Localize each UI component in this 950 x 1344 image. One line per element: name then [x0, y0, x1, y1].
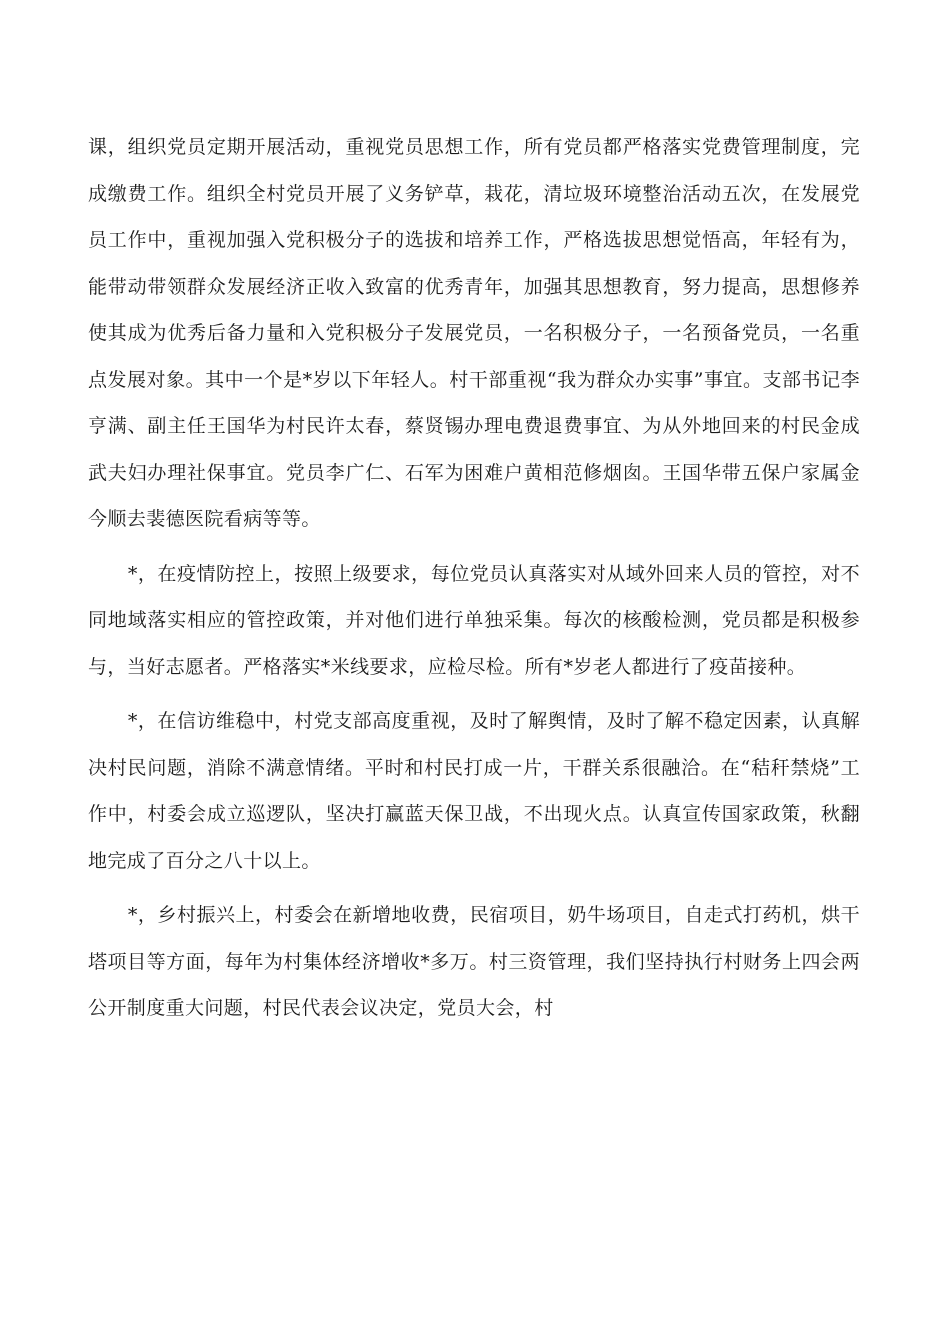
- paragraph-petition-stability: *，在信访维稳中，村党支部高度重视，及时了解舆情，及时了解不稳定因素，认真解决村民问题，消除不满意情绪。平时和村民打成一片，干群关系很融洽。在“秸秆禁烧”工作中，村委会成立巡逻队，坚决打赢蓝天保卫战，不出现火点。认真宣传国家政策，秋翻地完成了百分之八十以上。: [88, 710, 860, 872]
- paragraph-rural-revitalization: *，乡村振兴上，村委会在新增地收费，民宿项目，奶牛场项目，自走式打药机，烘干塔项目等方面，每年为村集体经济增收*多万。村三资管理，我们坚持执行村财务上四会两公开制度重大问题，村民代表会议决定，党员大会，村: [88, 904, 860, 1019]
- paragraph-epidemic-control: *，在疫情防控上，按照上级要求，每位党员认真落实对从域外回来人员的管控，对不同地域落实相应的管控政策，并对他们进行单独采集。每次的核酸检测，党员都是积极参与，当好志愿者。严格落实*米线要求，应检尽检。所有*岁老人都进行了疫苗接种。: [88, 562, 860, 678]
- document-body: [88, 124, 860, 1032]
- paragraph-party-work: 课，组织党员定期开展活动，重视党员思想工作，所有党员都严格落实党费管理制度，完成缴费工作。组织全村党员开展了义务铲草，栽花，清垃圾环境整治活动五次，在发展党员工作中，重视加强入党积极分子的选拔和培养工作，严格选拔思想觉悟高，年轻有为，能带动带领群众发展经济正收入致富的优秀青年，加强其思想教育，努力提高，思想修养使其成为优秀后备力量和入党积极分子发展党员，一名积极分子，一名预备党员，一名重点发展对象。其中一个是*岁以下年轻人。村干部重视“我为群众办实事”事宜。支部书记李亨满、副主任王国华为村民许太春，蔡贤锡办理电费退费事宜、为从外地回来的村民金成武夫妇办理社保事宜。党员李广仁、石军为困难户黄相范修烟囱。王国华带五保户家属金今顺去裴德医院看病等等。: [88, 136, 860, 530]
